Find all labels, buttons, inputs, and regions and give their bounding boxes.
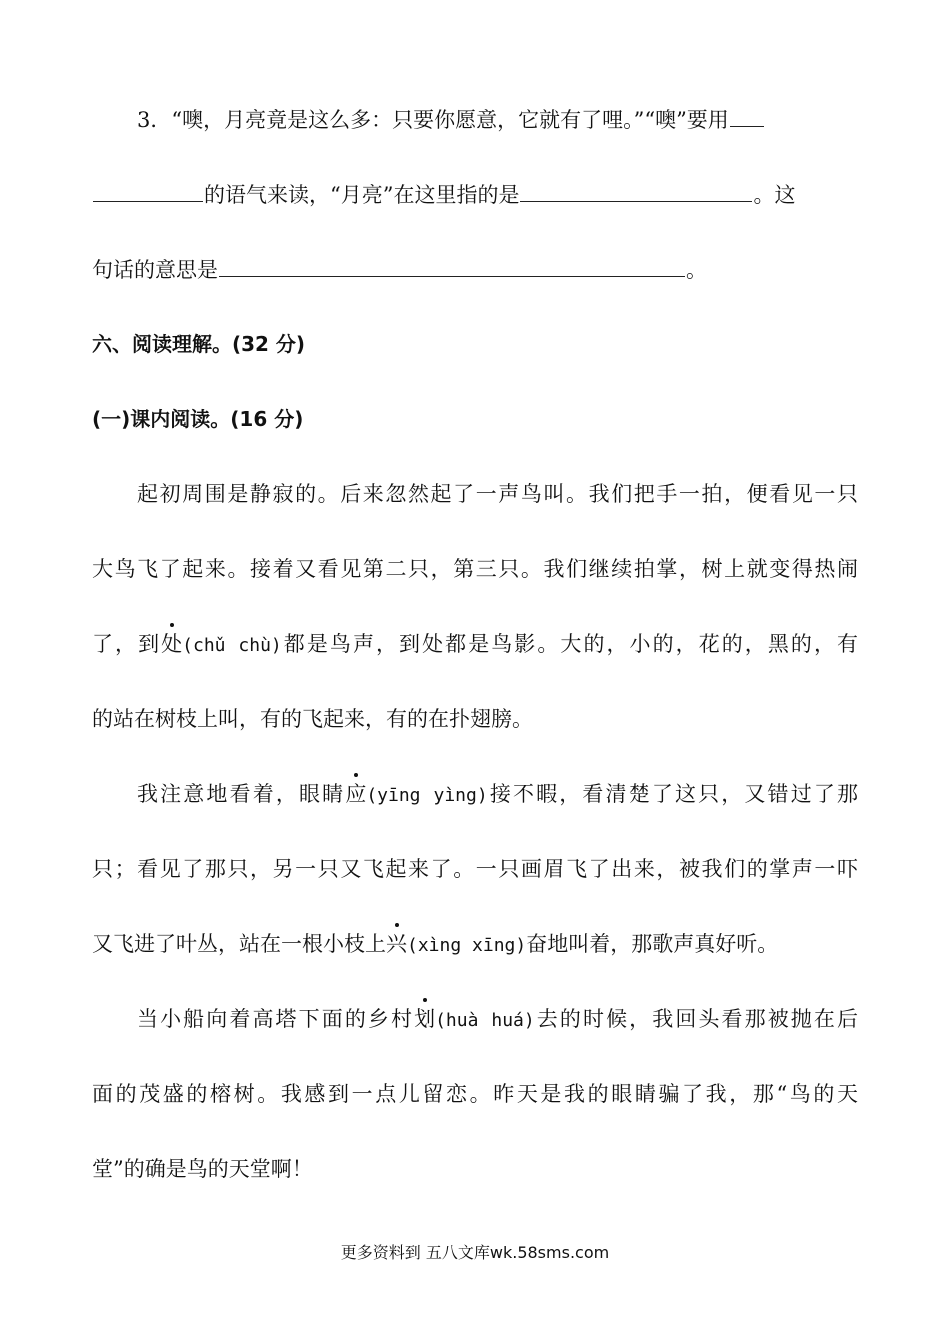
passage-line-pinyin-choice: 我注意地看着，眼睛应(yīng yìng)接不暇，看清楚了这只，又错过了那 (137, 779, 858, 811)
q3-text-line3-end: 。 (686, 258, 707, 282)
passage-line: 堂”的确是鸟的天堂啊！ (92, 1157, 313, 1181)
q3-text-line1: 3．“噢，月亮竟是这么多：只要你愿意，它就有了哩。”“噢”要用 (137, 108, 729, 132)
pinyin-options[interactable]: (xìng xīng) (407, 935, 527, 956)
dotted-character: 处 (161, 629, 182, 659)
passage-line-pinyin-choice: 了，到处(chǔ chù)都是鸟声，到处都是鸟影。大的，小的，花的，黑的，有 (92, 629, 858, 661)
dotted-character: 兴 (386, 929, 407, 959)
passage-line: 大鸟飞了起来。接着又看见第二只，第三只。我们继续拍掌，树上就变得热闹 (92, 557, 858, 581)
q3-text-line2-end: 。这 (753, 183, 796, 207)
answer-blank-2[interactable] (520, 179, 752, 202)
pinyin-options[interactable]: (chǔ chù) (182, 635, 282, 656)
answer-blank-3[interactable] (219, 254, 685, 277)
pinyin-options[interactable]: (yīng yìng) (366, 785, 488, 806)
dotted-character: 划 (414, 1004, 435, 1034)
passage-line: 的站在树枝上叫，有的飞起来，有的在扑翅膀。 (92, 707, 533, 731)
subsection-title: (一)课内阅读。(16 分) (92, 407, 304, 431)
passage-line: 只；看见了那只，另一只又飞起来了。一只画眉飞了出来，被我们的掌声一吓 (92, 857, 858, 881)
passage-line: 起初周围是静寂的。后来忽然起了一声鸟叫。我们把手一拍，便看见一只 (137, 482, 858, 506)
q3-text-line3: 句话的意思是 (92, 258, 218, 282)
answer-blank-1a[interactable] (730, 104, 764, 127)
dotted-character: 应 (345, 779, 366, 809)
q3-text-line2: 的语气来读，“月亮”在这里指的是 (204, 183, 520, 207)
footer-watermark: 更多资料到 五八文库wk.58sms.com (340, 1243, 610, 1262)
passage-line-pinyin-choice: 当小船向着高塔下面的乡村划(huà huá)去的时候，我回头看那被抛在后 (137, 1004, 858, 1036)
pinyin-options[interactable]: (huà huá) (435, 1010, 535, 1031)
answer-blank-1b[interactable] (93, 179, 203, 202)
passage-line-pinyin-choice: 又飞进了叶丛，站在一根小枝上兴(xìng xīng)奋地叫着，那歌声真好听。 (92, 929, 858, 961)
passage-line: 面的茂盛的榕树。我感到一点儿留恋。昨天是我的眼睛骗了我，那“鸟的天 (92, 1082, 858, 1106)
section-title: 六、阅读理解。(32 分) (92, 332, 306, 356)
